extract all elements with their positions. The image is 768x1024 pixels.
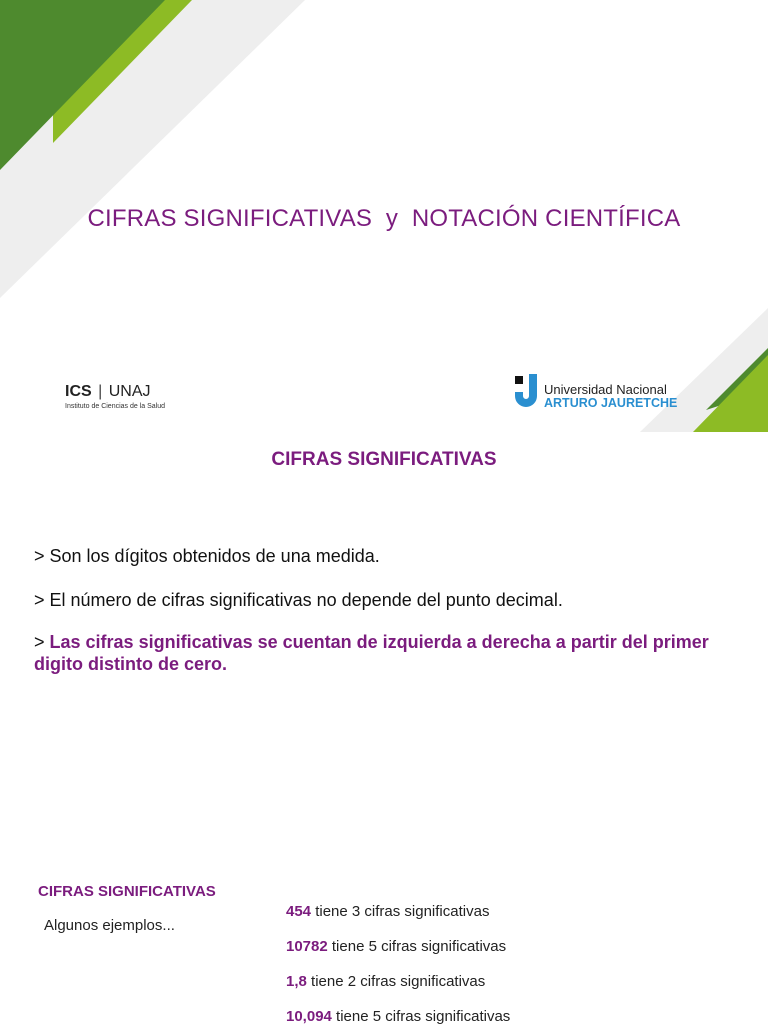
example-number: 10782 [286, 938, 328, 955]
example-text: tiene 5 cifras significativas [331, 1008, 511, 1024]
ics-logo-name: UNAJ [108, 383, 151, 400]
unaj-university-logo [514, 373, 684, 413]
definition-slide [0, 432, 768, 852]
title-slide [0, 0, 768, 432]
bullet-prefix: > [34, 632, 50, 652]
example-item-4 [286, 1008, 510, 1024]
ics-logo-subtitle: Instituto de Ciencias de la Salud [65, 403, 166, 410]
example-text: tiene 2 cifras significativas [306, 973, 486, 990]
example-number: 454 [286, 903, 312, 920]
bullet-text: El número de cifras significativas no depende del punto decimal. [49, 590, 563, 610]
example-text: tiene 5 cifras significativas [327, 938, 507, 955]
slide2-title: CIFRAS SIGNIFICATIVAS [271, 449, 497, 470]
bullet-prefix: > [34, 590, 50, 610]
ics-abbr: ICS [65, 383, 92, 400]
bullet-item-3 [34, 631, 734, 675]
bullet-prefix: > [34, 546, 50, 566]
bullet-item-2 [34, 589, 563, 611]
unaj-logo-line2: ARTURO JAURETCHE [544, 396, 678, 410]
example-item-3 [286, 973, 485, 990]
presentation-title: CIFRAS SIGNIFICATIVAS y NOTACIÓN CIENTÍFICA [87, 205, 681, 232]
ics-unaj-logo [65, 383, 185, 413]
examples-subtitle: Algunos ejemplos... [44, 917, 175, 934]
slide3-title: CIFRAS SIGNIFICATIVAS [38, 883, 216, 900]
example-number: 1,8 [286, 973, 307, 990]
bullet-text: Son los dígitos obtenidos de una medida. [49, 546, 380, 566]
unaj-j-logo-icon [514, 373, 542, 413]
ics-logo-wordmark [65, 383, 185, 401]
example-number: 10,094 [286, 1008, 332, 1024]
bullet-item-1 [34, 545, 380, 567]
ics-logo-separator: | [98, 383, 103, 400]
examples-slide [0, 852, 768, 1024]
example-item-1 [286, 903, 489, 920]
example-text: tiene 3 cifras significativas [311, 903, 490, 920]
example-item-2 [286, 938, 506, 955]
unaj-logo-line1: Universidad Nacional [544, 382, 667, 397]
bullet-text-highlight: Las cifras significativas se cuentan de izquierda a derecha a partir del primer digito distinto de cero. [34, 632, 709, 674]
